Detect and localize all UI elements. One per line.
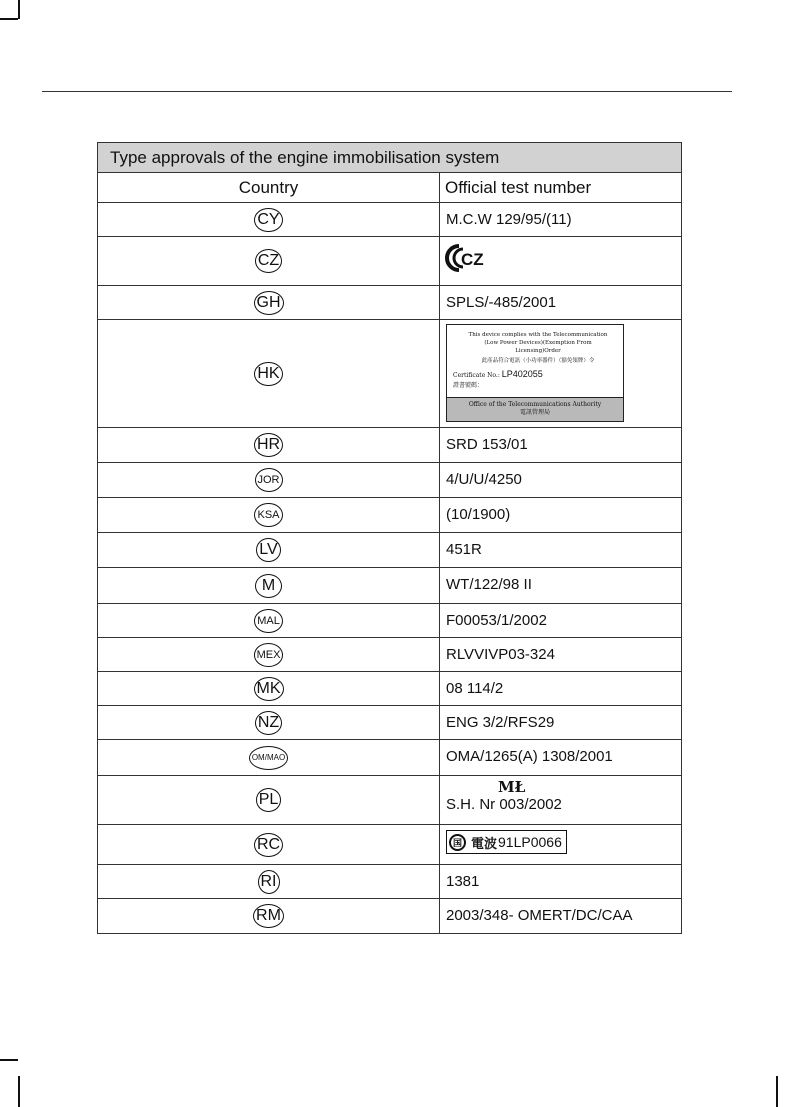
table-row: [98, 672, 682, 706]
country-code-badge: RI: [258, 870, 280, 894]
hk-certificate-label: [446, 324, 624, 422]
country-code-badge: LV: [256, 538, 280, 562]
hk-cert-line: 此產品符合電訊（小功率器件）（豁免領牌）令: [481, 358, 595, 364]
seal-icon: 国: [449, 834, 466, 851]
hk-cert-line: (Low Power Devices)(Exemption From Licensing)Order: [484, 340, 592, 354]
country-code-badge: CY: [254, 208, 282, 232]
czech-approval-mark: [446, 241, 681, 275]
country-code-badge: PL: [256, 788, 282, 812]
country-code-badge: RM: [253, 904, 284, 928]
hk-authority-band: [447, 397, 623, 421]
country-code-badge: OM/MAO: [249, 746, 288, 770]
table-row: [98, 428, 682, 463]
pl-approval-mark: MŁ: [498, 778, 526, 796]
table-row: [98, 604, 682, 638]
crop-mark-bottom-right-v: [776, 1076, 778, 1107]
country-code-badge: RC: [254, 833, 283, 857]
rc-label-number: 91LP0066: [498, 834, 562, 850]
crop-mark-bottom-left-v: [18, 1076, 20, 1107]
table-row: [98, 498, 682, 533]
hk-cert-label: Certificate No.:: [453, 372, 500, 379]
header-rule: [42, 91, 732, 92]
country-code-badge: NZ: [255, 711, 282, 735]
column-header-country: Country: [98, 173, 440, 203]
country-code-badge: GH: [254, 291, 284, 315]
country-code-badge: JOR: [255, 468, 283, 492]
test-number: 451R: [440, 533, 682, 568]
test-number: WT/122/98 II: [440, 568, 682, 604]
crop-mark-top-left-h: [0, 18, 18, 20]
table-row: [98, 865, 682, 899]
test-number: M.C.W 129/95/(11): [440, 203, 682, 237]
test-number: (10/1900): [440, 498, 682, 533]
table-row: [98, 463, 682, 498]
hk-cert-number: LP402055: [501, 369, 543, 379]
country-code-badge: HK: [254, 362, 282, 386]
table-title: Type approvals of the engine immobilisation system: [98, 143, 682, 173]
test-number: RLVVIVP03-324: [440, 638, 682, 672]
table-row: [98, 740, 682, 776]
table-row: [98, 638, 682, 672]
hk-cert-label-cn: 證書號碼：: [453, 382, 484, 389]
type-approvals-table: [97, 142, 682, 934]
test-number: OMA/1265(A) 1308/2001: [440, 740, 682, 776]
country-code-badge: HR: [254, 433, 283, 457]
country-code-badge: KSA: [254, 503, 282, 527]
test-number: SRD 153/01: [440, 428, 682, 463]
crop-mark-top-left-v: [18, 0, 20, 19]
crop-mark-bottom-left-h: [0, 1059, 18, 1061]
rc-label-chinese: 電波: [471, 836, 498, 852]
column-header-number: Official test number: [440, 173, 682, 203]
rc-approval-label: [446, 830, 567, 854]
test-number: 2003/348- OMERT/DC/CAA: [440, 899, 682, 934]
table-row: [98, 286, 682, 320]
table-row: [98, 776, 682, 825]
country-code-badge: MAL: [254, 609, 283, 633]
test-number: F00053/1/2002: [440, 604, 682, 638]
country-code-badge: MEX: [254, 643, 284, 667]
table-row: [98, 568, 682, 604]
country-code-badge: M: [255, 574, 282, 598]
cz-mark-text: CZ: [461, 250, 484, 269]
hk-office-name: Office of the Telecommunications Authority: [468, 401, 602, 408]
test-number: 08 114/2: [440, 672, 682, 706]
country-code-badge: MK: [254, 677, 284, 701]
table-row: [98, 533, 682, 568]
table-row: [98, 825, 682, 865]
hk-office-name-cn: 電訊管理局: [519, 409, 550, 416]
table-row: [98, 706, 682, 740]
table-row: [98, 203, 682, 237]
table-row: [98, 320, 682, 428]
test-number: 1381: [440, 865, 682, 899]
table-row: [98, 237, 682, 286]
test-number: SPLS/-485/2001: [440, 286, 682, 320]
test-number: S.H. Nr 003/2002: [446, 796, 562, 813]
test-number: 4/U/U/4250: [440, 463, 682, 498]
hk-cert-line: This device complies with the Telecommunication: [468, 332, 608, 338]
test-number: ENG 3/2/RFS29: [440, 706, 682, 740]
table-row: [98, 899, 682, 934]
country-code-badge: CZ: [255, 249, 282, 273]
